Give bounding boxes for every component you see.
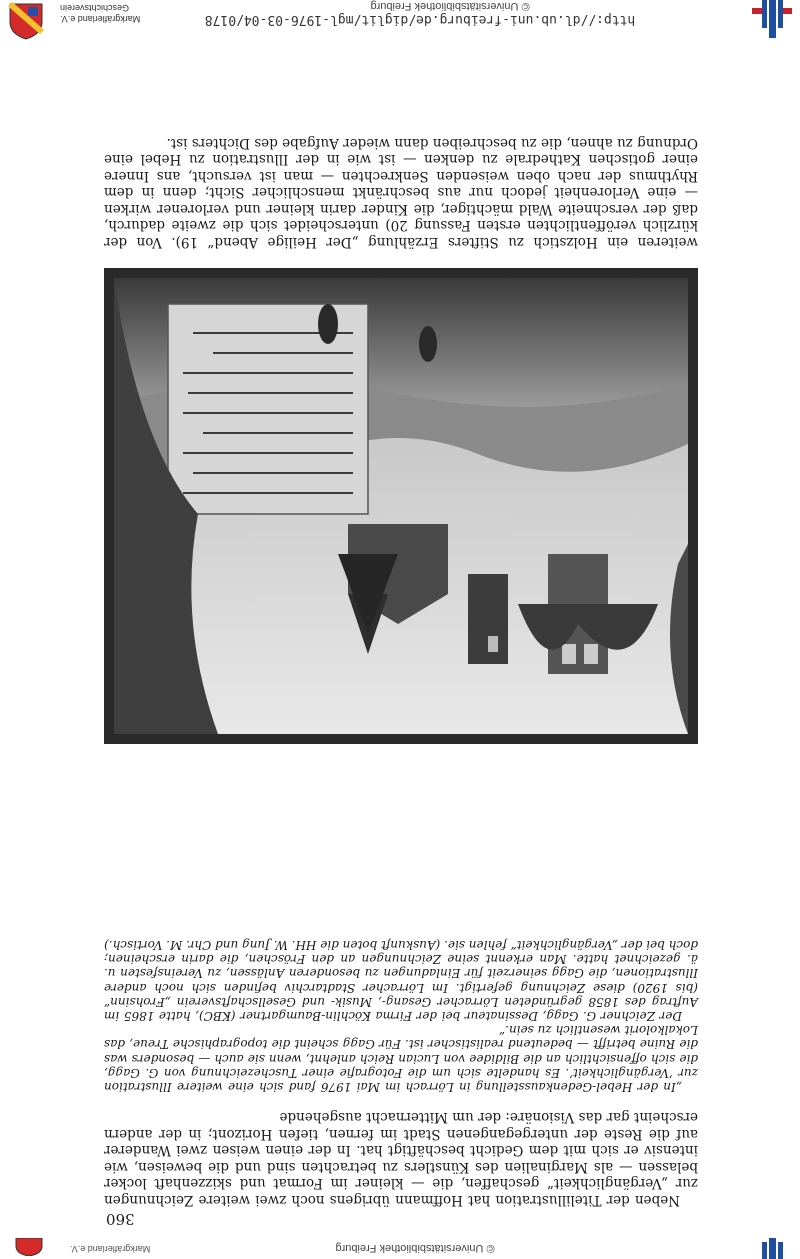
copyright-notice-footer: © Universitätsbibliothek Freiburg xyxy=(335,1242,495,1254)
caption-gagg-details: Der Zeichner G. Gagg, Dessinateur bei der Firma Köchlin-Baumgartner (KBC), hatte 1865 im Auftrag des 1858 gegründeten Lörracher Gesang-, Musik- und Gesellschaftsverein „Frohsinn“ (bis 1920) diese Zeichnung gefertigt. Im Lörracher Stadtarchiv befinden sich noch andere Illustrationen, die Gagg seinerzeit für Einladungen zu besonderen Anlässen, zu Vereinsfesten u. ä. gezeichnet hatte. Man erkennt seine Zeichnungen an den Fröschen, die darin erscheinen; doch bei der „Vergänglichkeit“ fehlen sie. (Auskunft boten die HH. W. Jung und Chr. M. Vortisch.) xyxy=(104,937,698,1023)
viewer-header xyxy=(0,0,800,44)
caption-block xyxy=(104,938,698,1094)
society-line-2: Markgräflerland e.V. xyxy=(60,14,141,24)
society-name-footer: Markgräflerland e.V. xyxy=(70,1244,151,1254)
ub-logo-icon xyxy=(752,0,792,40)
document-url[interactable]: http://dl.ub.uni-freiburg.de/diglit/mgl-1976-03-04/0178 xyxy=(204,12,636,27)
viewer-footer xyxy=(0,1232,800,1259)
scanned-page xyxy=(96,48,706,1228)
paragraph-stifter: weiteren ein Holzstich zu Stifters Erzählung „Der Heilige Abend“ 19). Von der kürzlich veröffentlichten ersten Fassung 20) unterscheidet sich die zweite dadurch, daß der verschneite Wald mächtiger, die Kinder darin kleiner und verlorener wirken — eine Verlorenheit jedoch nur aus beschränkt menschlicher Sicht; denn in dem Rhythmus der nach oben weisenden Senkrechten — man ist versucht, ans Innere einer gotischen Kathedrale zu denken — ist wie in der Illustration zu Hebel eine Ordnung zu ahnen, die zu beschreiben dann wieder Aufgabe des Dichters ist. xyxy=(104,135,698,250)
text-block-bottom xyxy=(104,135,698,251)
society-crest-icon xyxy=(8,2,44,40)
copyright-notice: © Universitätsbibliothek Freiburg xyxy=(370,0,530,12)
society-name xyxy=(60,2,190,24)
illustration-vergaenglichkeit xyxy=(104,268,698,744)
paragraph-marginalia: Neben der Titelillustration hat Hoffmann übrigens noch zwei weitere Zeichnungen zur „Vergänglichkeit“ geschaffen, die — kleiner im Format und skizzenhaft locker belassen — als Marginalien des Künstlers zu betrachten sind und die beweisen, wie intensiv er sich mit dem Gedicht beschäftigt hat. In der einen weisen zwei Wanderer auf die Reste der untergegangenen Stadt im fernen, tiefen Horizont; in der andern erscheint gar das Visionäre: der um Mitternacht ausgehende xyxy=(104,1109,698,1208)
page-number: 360 xyxy=(106,1210,135,1228)
society-line-1: Geschichtsverein xyxy=(60,3,130,13)
text-block-top xyxy=(104,1109,698,1208)
society-crest-footer-icon xyxy=(14,1238,44,1256)
ub-logo-footer-icon xyxy=(752,1238,792,1259)
caption-gagg-intro: „In der Hebel-Gedenkausstellung in Lörrach im Mai 1976 fand sich eine weitere Illustration zur ’Vergänglichkeit’. Es handelte sich um die Fotografie einer Tuschezeichnung von G. Gagg, die sich offensichtlich an die Bildidee von Lucian Reich anlehnt, wenn sie auch — besonders was die Ruine betrifft — bedeutend realistischer ist. Für Gagg scheint die topographische Treue, das Lokalkolorit wesentlich zu sein.“ xyxy=(104,1023,698,1094)
